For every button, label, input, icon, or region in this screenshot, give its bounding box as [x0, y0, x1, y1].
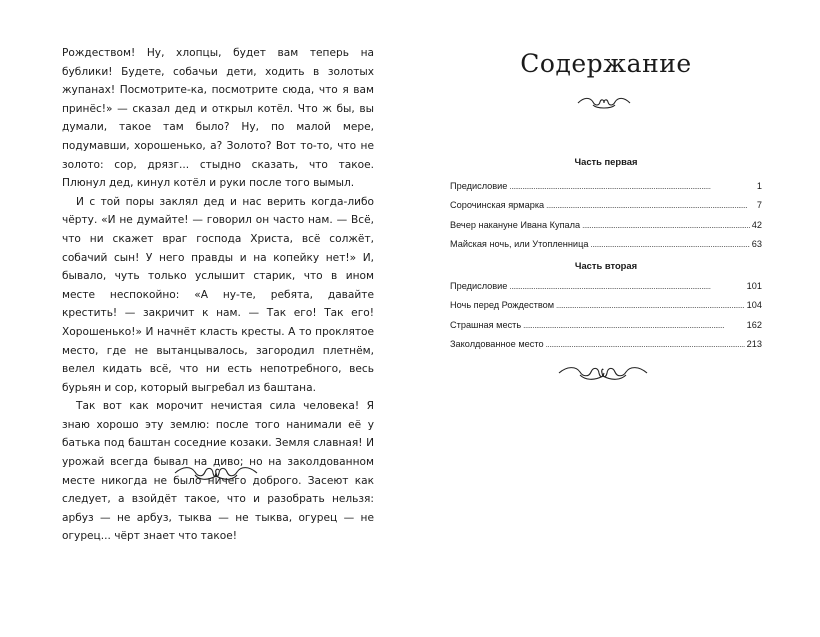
toc-entry[interactable]: [450, 277, 762, 296]
toc-entry-title: Заколдованное место: [450, 339, 544, 350]
toc-entry[interactable]: [450, 296, 762, 315]
toc-entry[interactable]: [450, 335, 762, 354]
leader-dots: [590, 235, 749, 254]
toc-entry[interactable]: [450, 235, 762, 254]
leader-dots: [546, 196, 755, 215]
toc-entry-page: 7: [756, 200, 762, 211]
toc-list-part-one: [450, 177, 762, 255]
toc-entry-page: 42: [751, 219, 762, 230]
toc-entry-page: 213: [746, 339, 762, 350]
paragraph: Рождеством! Ну, хлопцы, будет вам теперь на бублики! Будете, собачьи дети, ходить в золотых жупанах! Посмотрите-ка, посмотрите сюда, что я вам принёс!» — сказал дед и открыл котёл. Что ж бы, вы думали, такое там было? Ну, по малой мере, подумавши, хорошенько, а? Золото? Вот то-то, что не золото: сор, дрязг... стыдно сказать, что такое. Плюнул дед, кинул котёл и руки после того вымыл.: [62, 47, 374, 190]
toc-list-part-two: [450, 277, 762, 355]
toc-entry-page: 63: [751, 239, 762, 250]
toc-entry-page: 101: [746, 281, 762, 291]
flourish-ornament: [557, 362, 649, 384]
toc-entry-title: Майская ночь, или Утопленница: [450, 239, 589, 250]
part-one-heading: Часть первая: [574, 156, 638, 167]
leader-dots: [509, 177, 754, 196]
toc-entry-title: Сорочинская ярмарка: [450, 200, 545, 211]
flourish-ornament: [173, 462, 259, 484]
toc-entry[interactable]: [450, 177, 762, 196]
leader-dots: [509, 277, 744, 296]
leader-dots: [523, 316, 744, 335]
toc-entry[interactable]: [450, 196, 762, 215]
paragraph: И с той поры заклял дед и нас верить когда-либо чёрту. «И не думайте! — говорил он часто нам. — Всё, что ни скажет враг господа Христа, всё солжёт, собачий сын! У него правды и на копейку нет!» И, бывало, чуть только услышит старик, что в ином месте неспокойно: «А ну-те, ребята, давайте крестить! — закричит к нам. — Так его! Так его! Хорошенько!» И начнёт класть кресты. А то проклятое место, где не вытанцывалось, загородил плетнём, велел кидать всё, что ни есть непотребного, весь бурьян и сор, который выгребал из баштана.: [62, 195, 374, 394]
toc-entry-page: 104: [746, 300, 762, 311]
toc-entry[interactable]: [450, 316, 762, 335]
flourish-ornament: [576, 94, 632, 112]
toc-entry-page: 1: [756, 181, 762, 191]
part-two-heading: Часть вторая: [574, 260, 638, 271]
leader-dots: [556, 296, 745, 315]
toc-entry-title: Ночь перед Рождеством: [450, 300, 555, 311]
toc-entry-title: Вечер накануне Ивана Купала: [450, 219, 581, 230]
toc-entry-title: Предисловие: [450, 281, 508, 291]
page-title: Содержание: [520, 49, 692, 78]
leader-dots: [582, 216, 750, 235]
toc-entry-title: Предисловие: [450, 181, 508, 191]
paragraph: Так вот как морочит нечистая сила человека! Я знаю хорошо эту землю: после того нанимали её у батька под баштан соседние козаки. Земля славная! И урожай всегда бывал на диво; но на заколдованном месте никогда не было ничего доброго. Засеют как следует, а взойдёт такое, что и разобрать нельзя: арбуз — не арбуз, тыква — не тыква, огурец — не огурец... чёрт знает что такое!: [62, 400, 374, 543]
leader-dots: [546, 335, 745, 354]
toc-entry-page: 162: [746, 319, 762, 330]
toc-entry-title: Страшная месть: [450, 319, 522, 330]
toc-entry[interactable]: [450, 216, 762, 235]
